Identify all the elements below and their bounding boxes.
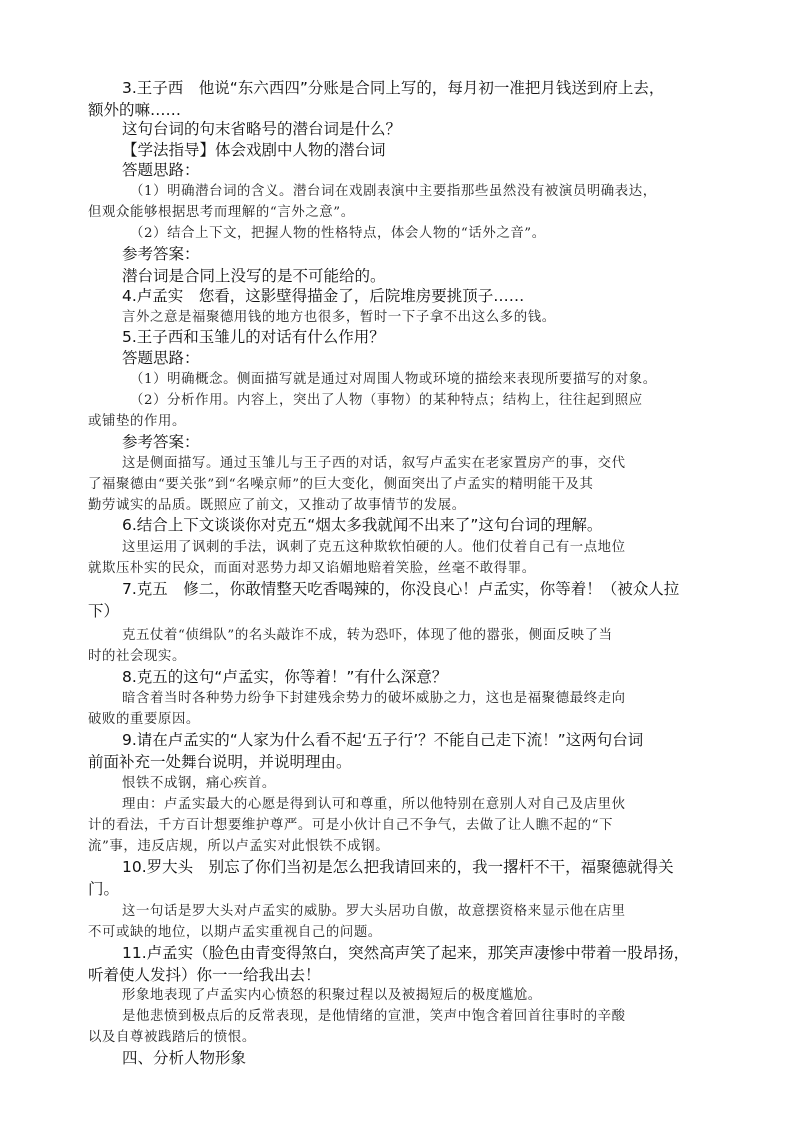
answer-5-line-2: 了福聚德由“要关张”到“名噪京师”的巨大变化，侧面突出了卢孟实的精明能干及其 bbox=[88, 477, 594, 492]
answer-11-line-3: 以及自尊被践踏后的愤恨。 bbox=[88, 1030, 256, 1045]
question-7-line-1: 7.克五 修二，你敢情整天吃香喝辣的，你没良心！卢孟实，你等着！（被众人拉 bbox=[122, 580, 680, 598]
question-3-line-1: 3.王子西 他说“东六西四”分账是合同上写的，每月初一准把月钱送到府上去， bbox=[122, 79, 665, 97]
approach-5-point-1: （1）明确概念。侧面描写就是通过对周围人物或环境的描绘来表现所要描写的对象。 bbox=[130, 372, 657, 387]
question-11-line-1: 11.卢孟实（脸色由青变得煞白，突然高声笑了起来，那笑声凄惨中带着一股昂扬， bbox=[122, 944, 690, 962]
question-8: 8.克五的这句“卢孟实，你等着！”有什么深意？ bbox=[122, 668, 448, 686]
answer-8-line-2: 破败的重要原因。 bbox=[88, 712, 200, 727]
approach-point-1-line-2: 但观众能够根据思考而理解的“言外之意”。 bbox=[88, 205, 355, 220]
question-10-line-1: 10.罗大头 别忘了你们当初是怎么把我请回来的，我一撂杆不干，福聚德就得关 bbox=[122, 858, 674, 876]
answer-9-reason-line-1: 理由：卢孟实最大的心愿是得到认可和尊重，所以他特别在意别人对自己及店里伙 bbox=[122, 797, 626, 812]
question-11-line-2: 听着使人发抖）你一一给我出去！ bbox=[88, 966, 321, 984]
answer-7-line-2: 时的社会现实。 bbox=[88, 649, 186, 664]
answer-4: 言外之意是福聚德用钱的地方也很多，暂时一下子拿不出这么多的钱。 bbox=[122, 310, 556, 325]
answer-3: 潜台词是合同上没写的是不可能给的。 bbox=[122, 267, 386, 285]
answer-9-reason-line-3: 流”事，违反店规，所以卢孟实对此恨铁不成钢。 bbox=[88, 839, 390, 854]
approach-point-2: （2）结合上下文，把握人物的性格特点，体会人物的“话外之音”。 bbox=[130, 226, 546, 241]
question-3-line-2: 额外的嘛…… bbox=[88, 101, 182, 119]
question-9-line-1: 9.请在卢孟实的“人家为什么看不起‘五子行’？不能自己走下流！”这两句台词 bbox=[122, 731, 644, 749]
answer-8-line-1: 暗含着当时各种势力纷争下封建残余势力的破坏威胁之力，这也是福聚德最终走向 bbox=[122, 691, 626, 706]
answer-5-line-1: 这是侧面描写。通过玉雏儿与王子西的对话，叙写卢孟实在老家置房产的事，交代 bbox=[122, 456, 626, 471]
answer-10-line-2: 不可或缺的地位，以期卢孟实重视自己的问题。 bbox=[88, 925, 382, 940]
answer-approach-label-2: 答题思路： bbox=[122, 349, 200, 367]
reference-answer-label-2: 参考答案： bbox=[122, 433, 200, 451]
answer-approach-label: 答题思路： bbox=[122, 161, 200, 179]
question-9-line-2: 前面补充一处舞台说明，并说明理由。 bbox=[88, 753, 352, 771]
answer-11-line-1: 形象地表现了卢孟实内心愤怒的积聚过程以及被揭短后的极度尴尬。 bbox=[122, 988, 542, 1003]
answer-10-line-1: 这一句话是罗大头对卢孟实的威胁。罗大头居功自傲，故意摆资格来显示他在店里 bbox=[122, 904, 626, 919]
question-5: 5.王子西和玉雏儿的对话有什么作用？ bbox=[122, 328, 385, 346]
answer-7-line-1: 克五仗着“侦缉队”的名头敲诈不成，转为恐吓，体现了他的嚣张，侧面反映了当 bbox=[122, 628, 613, 643]
answer-9-direction: 恨铁不成钢，痛心疾首。 bbox=[122, 776, 276, 791]
answer-6-line-1: 这里运用了讽刺的手法，讽刺了克五这种欺软怕硬的人。他们仗着自己有一点地位 bbox=[122, 540, 626, 555]
question-10-line-2: 门。 bbox=[88, 880, 120, 898]
approach-point-1-line-1: （1）明确潜台词的含义。潜台词在戏剧表演中主要指那些虽然没有被演员明确表达， bbox=[130, 184, 657, 199]
answer-11-line-2: 是他悲愤到极点后的反常表现，是他情绪的宣泄，笑声中饱含着回首往事时的辛酸 bbox=[122, 1009, 626, 1024]
question-4: 4.卢孟实 您看，这影壁得描金了，后院堆房要挑顶子…… bbox=[122, 287, 525, 305]
question-6: 6.结合上下文谈谈你对克五“烟太多我就闻不出来了”这句台词的理解。 bbox=[122, 516, 603, 534]
answer-6-line-2: 就欺压朴实的民众，而面对恶势力却又谄媚地赔着笑脸，丝毫不敢得罪。 bbox=[88, 561, 536, 576]
reference-answer-label: 参考答案： bbox=[122, 245, 200, 263]
answer-9-reason-line-2: 计的看法，千方百计想要维护尊严。可是小伙计自己不争气，去做了让人瞧不起的“下 bbox=[88, 818, 614, 833]
section-heading-character-analysis: 四、分析人物形象 bbox=[122, 1049, 247, 1067]
question-7-line-2: 下） bbox=[88, 602, 120, 620]
approach-5-point-2-line-2: 或铺垫的作用。 bbox=[88, 414, 186, 429]
approach-5-point-2-line-1: （2）分析作用。内容上，突出了人物（事物）的某种特点；结构上，往往起到照应 bbox=[130, 393, 643, 408]
answer-5-line-3: 勤劳诚实的品质。既照应了前文，又推动了故事情节的发展。 bbox=[88, 498, 466, 513]
question-3-prompt: 这句台词的句末省略号的潜台词是什么？ bbox=[122, 120, 402, 138]
study-guide-heading: 【学法指导】体会戏剧中人物的潜台词 bbox=[122, 141, 386, 159]
